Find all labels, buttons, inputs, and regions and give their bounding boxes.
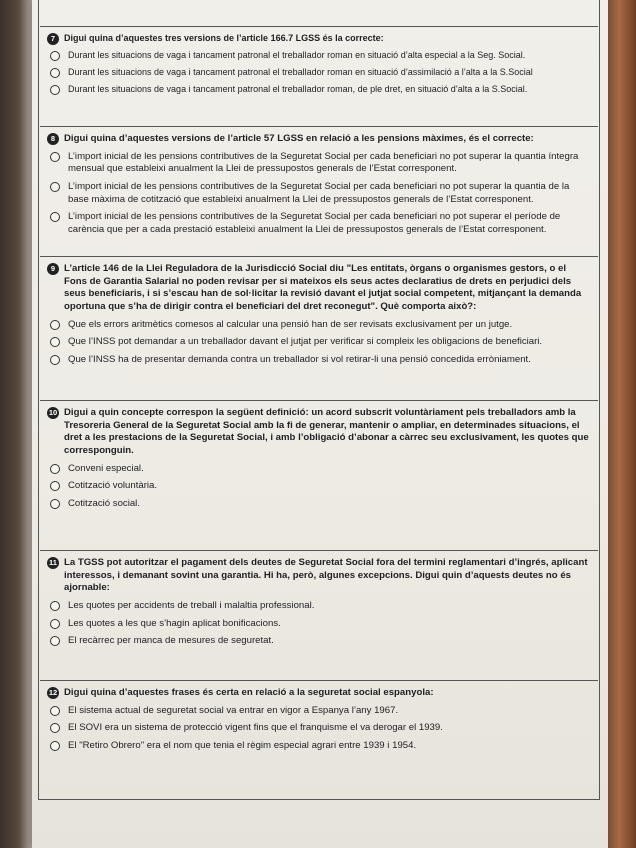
radio-circle-icon[interactable] [50, 51, 60, 61]
question-number-badge: 12 [48, 688, 58, 698]
question-text: Digui quina d’aquestes versions de l’article 57 LGSS en relació a les pensions màximes, és el correcte: [64, 133, 534, 144]
radio-circle-icon[interactable] [50, 68, 60, 78]
option-a[interactable] [64, 319, 590, 332]
question-text: Digui quina d’aquestes tres versions de l’article 166.7 LGSS és la correcte: [64, 33, 384, 43]
question-9 [40, 256, 598, 400]
option-a[interactable] [64, 600, 590, 613]
question-number-badge: 7 [47, 33, 59, 45]
option-a[interactable] [64, 50, 590, 62]
option-b[interactable] [64, 67, 590, 79]
radio-circle-icon[interactable] [50, 152, 60, 162]
question-11 [40, 550, 598, 668]
question-stem [48, 407, 590, 458]
option-c[interactable] [64, 498, 590, 511]
option-a[interactable] [64, 463, 590, 476]
question-number-badge: 10 [48, 408, 58, 418]
radio-circle-icon[interactable] [50, 355, 60, 365]
radio-circle-icon[interactable] [50, 636, 60, 646]
desk-edge [608, 0, 636, 848]
option-text: El "Retiro Obrero" era el nom que tenia el règim especial agrari entre 1939 i 1954. [68, 739, 417, 751]
option-text: Durant les situacions de vaga i tancament patronal el treballador roman en situació d’assimilació a l’alta a la S.Social [68, 66, 533, 77]
radio-circle-icon[interactable] [50, 601, 60, 611]
option-text: Durant les situacions de vaga i tancament patronal el treballador roman en situació d’alta especial a la Seg. Social. [68, 49, 526, 60]
option-a[interactable] [64, 705, 590, 718]
option-b[interactable] [64, 480, 590, 493]
option-text: Cotització voluntària. [68, 480, 158, 492]
option-text: Que l’INSS ha de presentar demanda contra un treballador si vol retirar-li una pensió concedida erròniament. [68, 353, 531, 365]
option-text: Cotització social. [68, 497, 140, 509]
question-text: La TGSS pot autoritzar el pagament dels deutes de Seguretat Social fora del termini reglamentari d’ingrés, aplicant interessos, i demanant sovint una garantia. Hi ha, però, algunes excepcions. Digui quin d’aquests deutes no és ajornable: [64, 557, 588, 594]
option-c[interactable] [64, 211, 590, 236]
question-text: Digui a quin concepte correspon la següent definició: un acord subscrit voluntàriament pels treballadors amb la Tresoreria General de la Seguretat Social amb la fi de generar, mantenir o ampliar, en determinades situacions, el dret a les prestacions de la Seguretat Social, i amb l’obligació d’abonar a càrrec seu exclusivament, les quotes que corresponguin. [64, 407, 589, 456]
radio-circle-icon[interactable] [50, 741, 60, 751]
option-b[interactable] [64, 618, 590, 631]
question-text: L’article 146 de la Llei Reguladora de la Jurisdicció Social diu "Les entitats, òrgans o organismes gestors, o el Fons de Garantia Salarial no poden revisar per si mateixos els seus actes declaratius de drets en perjudici dels seus beneficiaris, i si s’escau han de sol·licitar la revisió davant el jutjat social competent, mitjançant la demanda oportuna que s’ha de dirigir contra el beneficiari del dret reconegut". Què comporta això?: [64, 263, 582, 312]
question-stem [50, 263, 590, 314]
radio-circle-icon[interactable] [50, 499, 60, 509]
radio-circle-icon[interactable] [50, 85, 60, 95]
radio-circle-icon[interactable] [50, 706, 60, 716]
option-text: El sistema actual de seguretat social va entrar en vigor a Espanya l’any 1967. [68, 704, 399, 716]
option-c[interactable] [64, 635, 590, 648]
radio-circle-icon[interactable] [50, 320, 60, 330]
option-c[interactable] [64, 354, 590, 367]
question-stem [49, 557, 590, 595]
option-text: Durant les situacions de vaga i tancament patronal el treballador roman, de ple dret, en situació d’alta a la S.Social. [68, 83, 528, 94]
option-b[interactable] [64, 181, 590, 206]
option-b[interactable] [64, 722, 590, 735]
option-a[interactable] [64, 151, 590, 176]
question-10 [40, 400, 598, 550]
radio-circle-icon[interactable] [50, 337, 60, 347]
question-8 [40, 126, 598, 254]
option-text: L’import inicial de les pensions contributives de la Seguretat Social per cada beneficiari no pot superar la quantia de la base màxima de cotització que estableixi anualment la Llei de pressupostos generals de l’Estat corresponent. [68, 180, 570, 205]
option-text: L’import inicial de les pensions contributives de la Seguretat Social per cada beneficiari no pot superar el període de carència que per a cada prestació estableixi anualment la Llei de pressupostos generals de l’Estat corresponent. [68, 211, 561, 235]
question-number-badge: 11 [47, 557, 59, 569]
option-text: Les quotes a les que s’hagin aplicat bonificacions. [68, 617, 281, 629]
option-text: El recàrrec per manca de mesures de seguretat. [68, 635, 274, 647]
radio-circle-icon[interactable] [50, 481, 60, 491]
option-text: Conveni especial. [68, 462, 144, 474]
question-7 [40, 26, 598, 111]
radio-circle-icon[interactable] [50, 182, 60, 192]
option-text: L’import inicial de les pensions contributives de la Seguretat Social per cada beneficiari no pot superar la quantia íntegra mensual que estableixi anualment la Llei de pressupostos generals de l’Estat corresponent. [68, 150, 579, 175]
radio-circle-icon[interactable] [50, 619, 60, 629]
option-text: Que l’INSS pot demandar a un treballador davant el jutjat per verificar si compleix les obligacions de beneficiari. [68, 336, 543, 348]
option-text: Que els errors aritmètics comesos al calcular una pensió han de ser revisats exclusivament per un jutge. [68, 318, 513, 330]
option-b[interactable] [64, 336, 590, 349]
radio-circle-icon[interactable] [50, 212, 60, 222]
radio-circle-icon[interactable] [50, 464, 60, 474]
question-number-badge: 8 [47, 133, 59, 145]
option-text: Les quotes per accidents de treball i malaltia professional. [68, 599, 315, 611]
radio-circle-icon[interactable] [50, 723, 60, 733]
option-text: El SOVI era un sistema de protecció vigent fins que el franquisme el va derogar el 1939. [68, 722, 443, 734]
question-stem [48, 687, 590, 700]
question-12 [40, 680, 598, 800]
question-stem [50, 133, 590, 146]
question-number-badge: 9 [47, 263, 59, 275]
question-text: Digui quina d’aquestes frases és certa en relació a la seguretat social espanyola: [64, 687, 434, 698]
option-c[interactable] [64, 740, 590, 753]
question-stem [50, 33, 590, 45]
option-c[interactable] [64, 84, 590, 96]
